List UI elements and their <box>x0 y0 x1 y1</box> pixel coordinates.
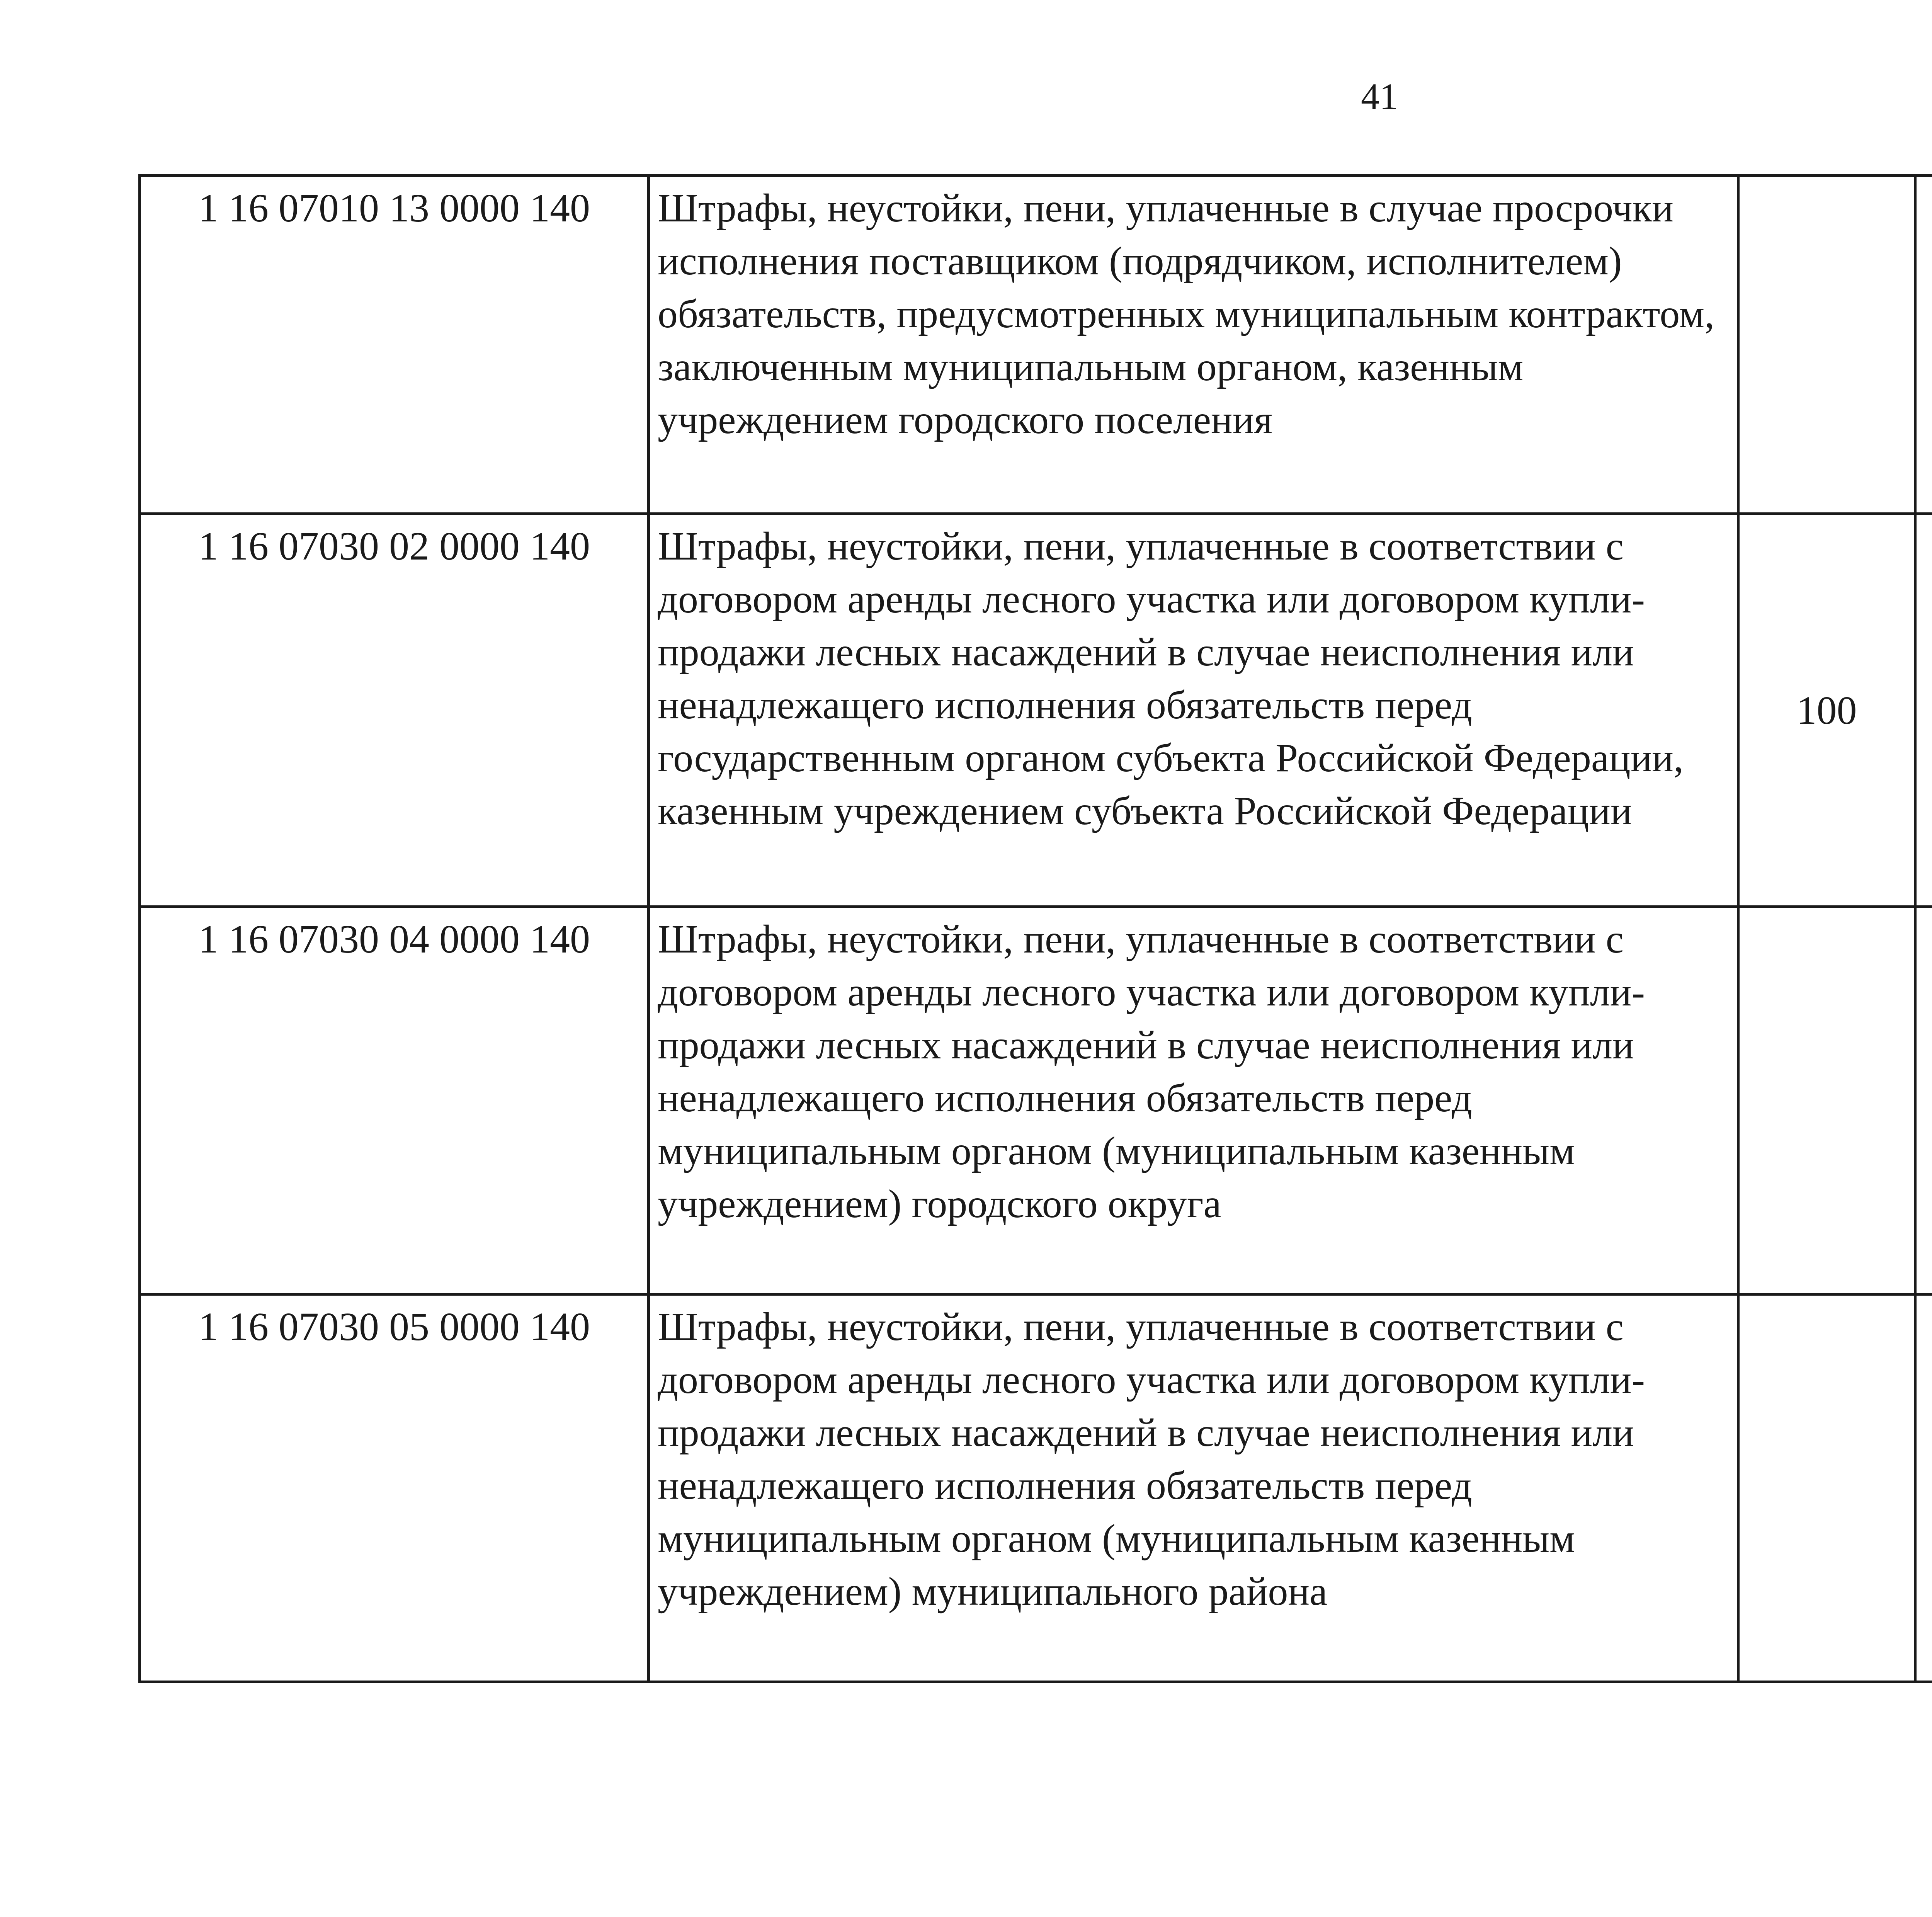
budget-code-cell: 1 16 07030 02 0000 140 <box>140 514 649 907</box>
budget-code-cell: 1 16 07030 04 0000 140 <box>140 907 649 1294</box>
description-cell: Штрафы, неустойки, пени, уплаченные в соответствии с договором аренды лесного участка или договором купли-продажи лесных насаждений в случае неисполнения или ненадлежащего исполнения обязательств перед муниципальным органом (муниципальным казенным учреждением) городского округа <box>649 907 1738 1294</box>
value-cell <box>1915 1294 1932 1682</box>
value-cell <box>1738 176 1915 514</box>
budget-code-cell: 1 16 07030 05 0000 140 <box>140 1294 649 1682</box>
value-cell <box>1915 176 1932 514</box>
table-row <box>140 907 1932 1294</box>
value-cell <box>1915 514 1932 907</box>
page-number: 41 <box>1361 76 1398 117</box>
value-cell <box>1738 907 1915 1294</box>
budget-code-cell: 1 16 07010 13 0000 140 <box>140 176 649 514</box>
value-cell <box>1915 907 1932 1294</box>
revenue-distribution-table <box>138 174 1932 1683</box>
value-cell: 100 <box>1738 514 1915 907</box>
value-cell <box>1738 1294 1915 1682</box>
table-row <box>140 1294 1932 1682</box>
description-cell: Штрафы, неустойки, пени, уплаченные в случае просрочки исполнения поставщиком (подрядчиком, исполнителем) обязательств, предусмотренных муниципальным контрактом, заключенным муниципальным органом, казенным учреждением городского поселения <box>649 176 1738 514</box>
table-row <box>140 514 1932 907</box>
description-cell: Штрафы, неустойки, пени, уплаченные в соответствии с договором аренды лесного участка или договором купли-продажи лесных насаждений в случае неисполнения или ненадлежащего исполнения обязательств перед муниципальным органом (муниципальным казенным учреждением) муниципального района <box>649 1294 1738 1682</box>
description-cell: Штрафы, неустойки, пени, уплаченные в соответствии с договором аренды лесного участка или договором купли-продажи лесных насаждений в случае неисполнения или ненадлежащего исполнения обязательств перед государственным органом субъекта Российской Федерации, казенным учреждением субъекта Российской Федерации <box>649 514 1738 907</box>
table-row <box>140 176 1932 514</box>
